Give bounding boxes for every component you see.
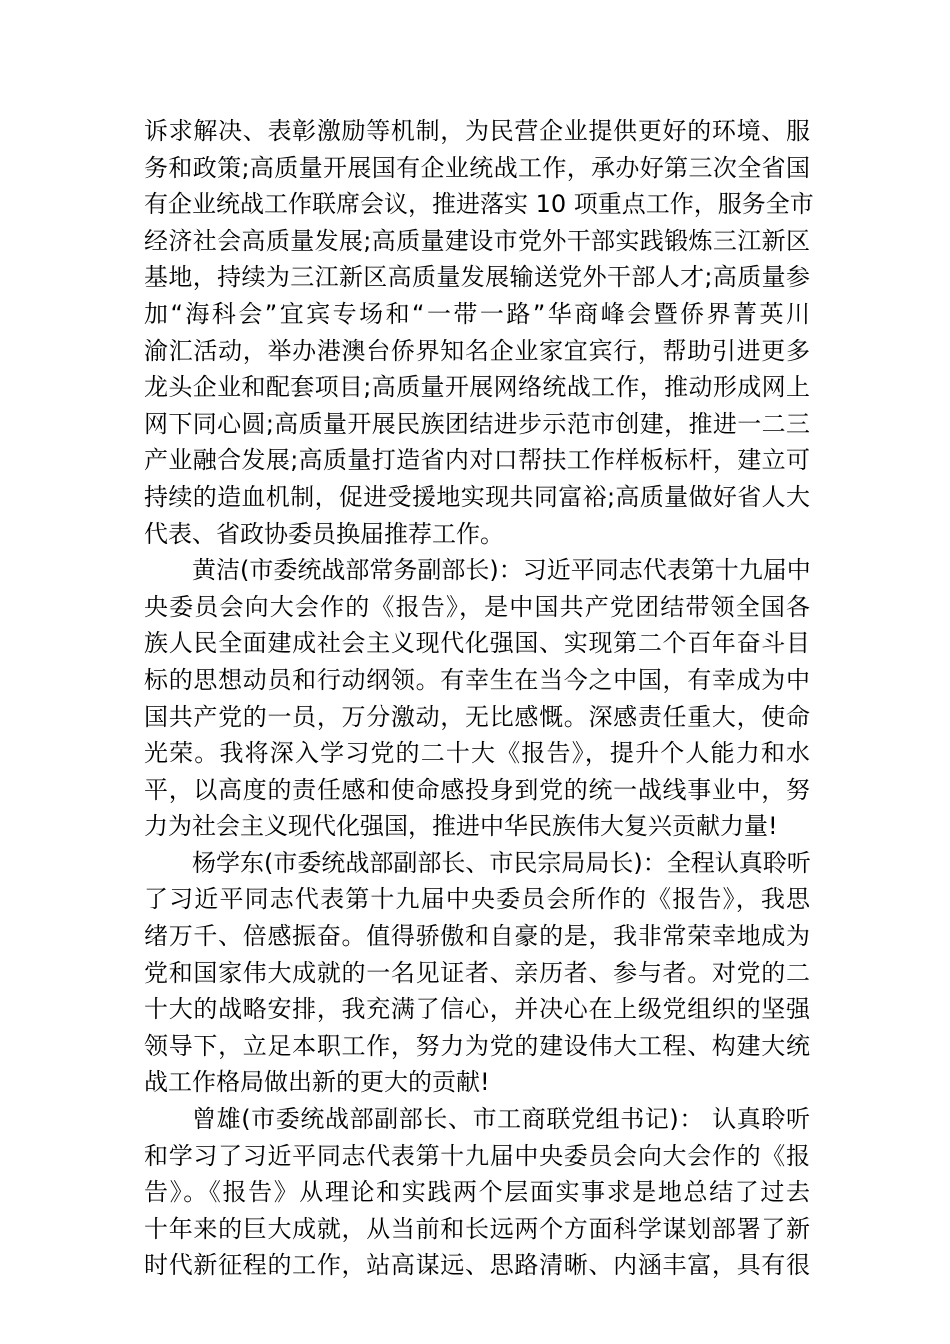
text-line: 加“海科会”宜宾专场和“一带一路”华商峰会暨侨界菁英川 [144,299,810,328]
text-line: 族人民全面建成社会主义现代化强国、实现第二个百年奋斗目 [144,629,810,658]
text-line: 和学习了习近平同志代表第十九届中央委员会向大会作的《报 [144,1141,810,1170]
text-line: 持续的造血机制，促进受援地实现共同富裕;高质量做好省人大 [144,482,810,511]
text-line: 央委员会向大会作的《报告》，是中国共产党团结带领全国各 [144,592,810,621]
text-line: 领导下，立足本职工作，努力为党的建设伟大工程、构建大统 [144,1031,810,1060]
text-line: 有企业统战工作联席会议，推进落实 10 项重点工作，服务全市 [144,190,814,219]
text-line: 务和政策;高质量开展国有企业统战工作，承办好第三次全省国 [144,153,810,182]
text-line: 基地，持续为三江新区高质量发展输送党外干部人才;高质量参 [144,263,810,292]
text-line: 龙头企业和配套项目;高质量开展网络统战工作，推动形成网上 [144,373,810,402]
text-line: 十年来的巨大成就，从当前和长远两个方面科学谋划部署了新 [144,1214,810,1243]
text-line: 诉求解决、表彰激励等机制，为民营企业提供更好的环境、服 [144,117,810,145]
text-line: 网下同心圆;高质量开展民族团结进步示范市创建，推进一二三 [144,409,810,438]
document-body [144,113,814,1284]
text-line: 时代新征程的工作，站高谋远、思路清晰、内涵丰富，具有很 [144,1251,810,1280]
paragraph-first-line: 曾雄(市委统战部副部长、市工商联党组书记)： 认真聆听 [192,1105,810,1134]
text-line: 战工作格局做出新的更大的贡献! [144,1068,490,1097]
text-line: 告》。《报告》从理论和实践两个层面实事求是地总结了过去 [144,1178,810,1207]
text-line: 国共产党的一员，万分激动，无比感慨。深感责任重大，使命 [144,702,810,731]
text-line: 经济社会高质量发展;高质量建设市党外干部实践锻炼三江新区 [144,226,810,255]
text-line: 党和国家伟大成就的一名见证者、亲历者、参与者。对党的二 [144,958,810,987]
text-line: 绪万千、倍感振奋。值得骄傲和自豪的是，我非常荣幸地成为 [144,922,810,951]
text-line: 平，以高度的责任感和使命感投身到党的统一战线事业中，努 [144,775,810,804]
text-line: 力为社会主义现代化强国，推进中华民族伟大复兴贡献力量! [144,812,778,841]
text-line: 标的思想动员和行动纲领。有幸生在当今之中国，有幸成为中 [144,665,810,694]
text-line: 十大的战略安排，我充满了信心，并决心在上级党组织的坚强 [144,995,810,1024]
paragraph-first-line: 杨学东(市委统战部副部长、市民宗局局长)：全程认真聆听 [192,848,811,877]
text-line: 光荣。我将深入学习党的二十大《报告》，提升个人能力和水 [144,739,810,768]
text-line: 渝汇活动，举办港澳台侨界知名企业家宜宾行，帮助引进更多 [144,336,810,365]
text-line: 产业融合发展;高质量打造省内对口帮扶工作样板标杆，建立可 [144,446,810,475]
paragraph-first-line: 黄洁(市委统战部常务副部长)：习近平同志代表第十九届中 [192,556,811,585]
text-line: 代表、省政协委员换届推荐工作。 [144,519,504,548]
text-line: 了习近平同志代表第十九届中央委员会所作的《报告》，我思 [144,885,810,914]
